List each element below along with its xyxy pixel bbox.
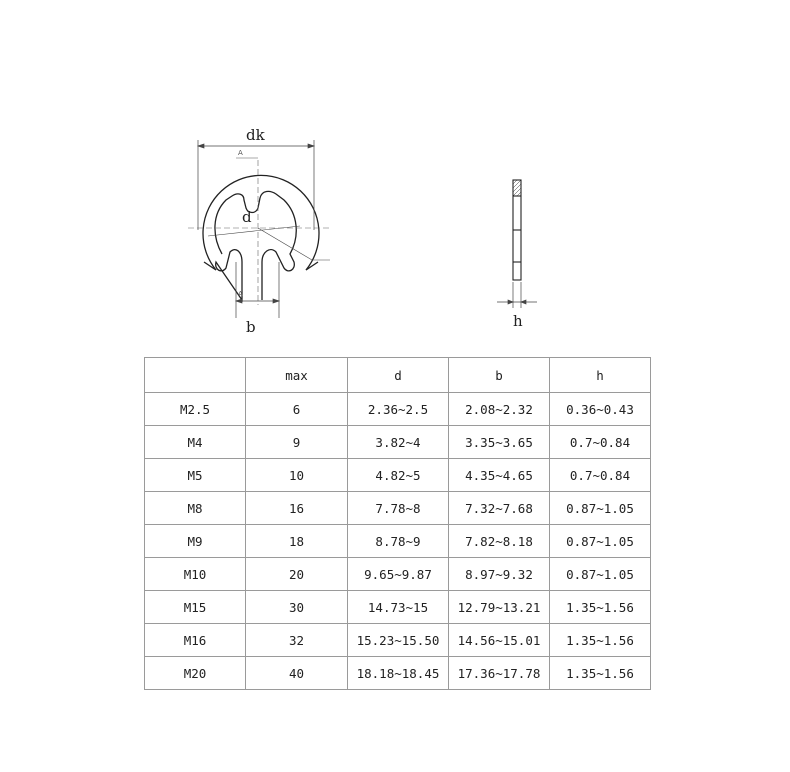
table-row <box>145 591 651 624</box>
cell-h: 1.35~1.56 <box>550 591 651 624</box>
cell-size: M4 <box>145 426 246 459</box>
cell-max: 18 <box>246 525 348 558</box>
e-clip-technical-drawing <box>0 0 790 350</box>
cell-max: 30 <box>246 591 348 624</box>
table-row <box>145 393 651 426</box>
header-h: h <box>550 358 651 393</box>
cell-h: 1.35~1.56 <box>550 624 651 657</box>
dk-dimension <box>198 140 314 230</box>
cell-b: 4.35~4.65 <box>449 459 550 492</box>
table-row <box>145 426 651 459</box>
cell-d: 14.73~15 <box>348 591 449 624</box>
cell-d: 9.65~9.87 <box>348 558 449 591</box>
header-d: d <box>348 358 449 393</box>
cell-size: M5 <box>145 459 246 492</box>
cell-h: 0.7~0.84 <box>550 426 651 459</box>
table-header-row <box>145 358 651 393</box>
table-row <box>145 525 651 558</box>
cell-h: 0.36~0.43 <box>550 393 651 426</box>
table-row <box>145 624 651 657</box>
side-view-hatch <box>513 180 521 196</box>
cell-b: 12.79~13.21 <box>449 591 550 624</box>
table-row <box>145 492 651 525</box>
table-row <box>145 558 651 591</box>
header-max: max <box>246 358 348 393</box>
b-label: b <box>246 318 256 336</box>
cell-max: 40 <box>246 657 348 690</box>
section-mark-bottom-label: A <box>238 290 243 298</box>
cell-max: 32 <box>246 624 348 657</box>
h-dimension <box>497 282 537 308</box>
cell-size: M9 <box>145 525 246 558</box>
cell-h: 0.87~1.05 <box>550 558 651 591</box>
cell-b: 7.82~8.18 <box>449 525 550 558</box>
cell-b: 7.32~7.68 <box>449 492 550 525</box>
cell-max: 20 <box>246 558 348 591</box>
cell-h: 0.7~0.84 <box>550 459 651 492</box>
cell-h: 1.35~1.56 <box>550 657 651 690</box>
cell-size: M16 <box>145 624 246 657</box>
cell-h: 0.87~1.05 <box>550 525 651 558</box>
dk-label: dk <box>246 126 265 144</box>
header-b: b <box>449 358 550 393</box>
cell-h: 0.87~1.05 <box>550 492 651 525</box>
section-mark-top-label: A <box>238 149 243 157</box>
e-clip-dimension-table <box>144 357 651 690</box>
cell-size: M2.5 <box>145 393 246 426</box>
cell-d: 15.23~15.50 <box>348 624 449 657</box>
center-lines <box>188 160 330 305</box>
header-size <box>145 358 246 393</box>
cell-d: 3.82~4 <box>348 426 449 459</box>
cell-d: 4.82~5 <box>348 459 449 492</box>
h-label: h <box>513 312 523 330</box>
cell-size: M10 <box>145 558 246 591</box>
cell-size: M8 <box>145 492 246 525</box>
cell-max: 16 <box>246 492 348 525</box>
cell-b: 2.08~2.32 <box>449 393 550 426</box>
d-dimension <box>208 226 330 260</box>
cell-max: 9 <box>246 426 348 459</box>
e-clip-front-view <box>203 175 319 300</box>
cell-d: 2.36~2.5 <box>348 393 449 426</box>
cell-b: 17.36~17.78 <box>449 657 550 690</box>
d-label: d <box>242 208 252 226</box>
cell-max: 6 <box>246 393 348 426</box>
cell-d: 8.78~9 <box>348 525 449 558</box>
cell-b: 8.97~9.32 <box>449 558 550 591</box>
cell-size: M15 <box>145 591 246 624</box>
cell-b: 14.56~15.01 <box>449 624 550 657</box>
cell-b: 3.35~3.65 <box>449 426 550 459</box>
table-row <box>145 657 651 690</box>
table-row <box>145 459 651 492</box>
cell-size: M20 <box>145 657 246 690</box>
cell-max: 10 <box>246 459 348 492</box>
cell-d: 18.18~18.45 <box>348 657 449 690</box>
cell-d: 7.78~8 <box>348 492 449 525</box>
